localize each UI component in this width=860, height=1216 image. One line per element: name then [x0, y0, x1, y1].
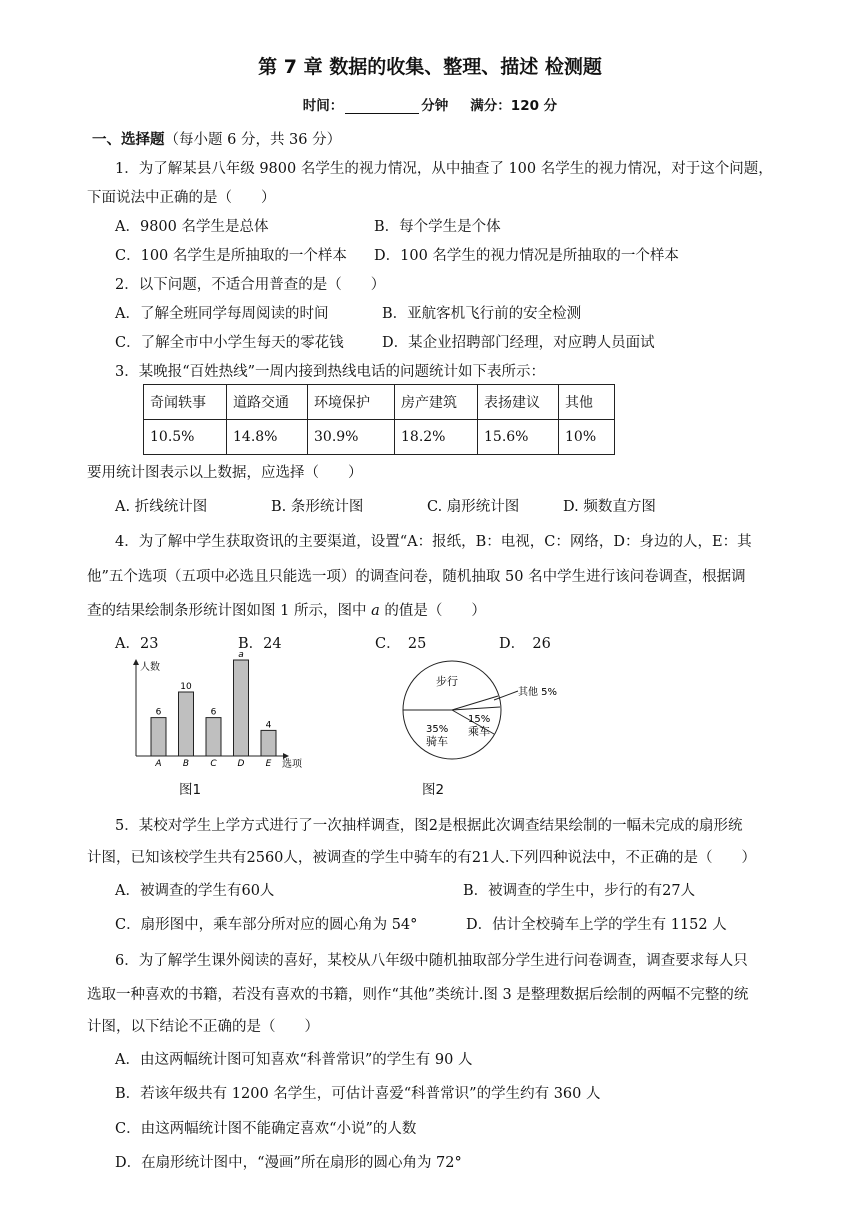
q6-option-d: D．在扇形统计图中，“漫画”所在扇形的圆心角为 72° — [115, 1155, 462, 1171]
x-tick-label: D — [237, 759, 245, 769]
table-cell: 30.9% — [308, 420, 395, 455]
q3-option-b: B. 条形统计图 — [271, 499, 364, 515]
q3-option-a: A. 折线统计图 — [115, 499, 208, 515]
pie-label-bus: 乘车 — [468, 725, 490, 738]
x-axis-label: 选项 — [282, 759, 302, 770]
bar-c — [206, 718, 221, 756]
q6-line1: 6．为了解学生课外阅读的喜好，某校从八年级中随机抽取部分学生进行问卷调查，调查要求每人只 — [115, 953, 748, 969]
table-header-cell: 其他 — [559, 385, 615, 420]
q1-option-b: B．每个学生是个体 — [374, 219, 501, 235]
bar-d — [234, 660, 249, 756]
q6-option-a: A．由这两幅统计图可知喜欢“科普常识”的学生有 90 人 — [115, 1052, 473, 1068]
table-header-row — [144, 385, 615, 420]
time-unit: 分钟 — [421, 98, 449, 114]
table-header-cell: 环境保护 — [308, 385, 395, 420]
table-cell: 15.6% — [478, 420, 559, 455]
pie-label-bike-pct: 35% — [426, 724, 449, 735]
section-note: （每小题 6 分，共 36 分） — [164, 132, 342, 148]
x-tick-label: A — [155, 759, 162, 769]
bar-b — [179, 692, 194, 756]
q4-line3-post: 的值是（ ） — [379, 603, 486, 619]
bar-group — [151, 650, 276, 769]
q4-variable: a — [371, 603, 380, 619]
q4-line3-pre: 查的结果绘制条形统计图如图 1 所示，图中 — [87, 603, 372, 619]
q2-option-a: A．了解全班同学每周阅读的时间 — [115, 306, 329, 322]
x-tick-label: C — [210, 759, 217, 769]
section-heading — [92, 128, 341, 149]
q6-option-b: B．若该年级共有 1200 名学生，可估计喜爱“科普常识”的学生约有 360 人 — [115, 1086, 601, 1102]
q4-option-b: B．24 — [238, 636, 282, 652]
bar-value-label: 10 — [180, 682, 192, 692]
q5-line1: 5．某校对学生上学方式进行了一次抽样调查，图2是根据此次调查结果绘制的一幅未完成的扇形统 — [115, 818, 743, 834]
pie-label-walk: 步行 — [436, 675, 458, 688]
q5-option-b: B．被调查的学生中，步行的有27人 — [463, 883, 696, 899]
table-cell: 10.5% — [144, 420, 227, 455]
q5-option-c: C．扇形图中，乘车部分所对应的圆心角为 54° — [115, 917, 418, 933]
x-tick-label: E — [265, 759, 272, 769]
q6-line2: 选取一种喜欢的书籍，若没有喜欢的书籍，则作“其他”类统计.图 3 是整理数据后绘制的两幅不完整的统 — [87, 987, 749, 1003]
q1-option-a: A．9800 名学生是总体 — [115, 219, 269, 235]
table-header-cell: 道路交通 — [227, 385, 308, 420]
x-tick-label: B — [182, 759, 190, 769]
figure1-bar-chart — [118, 650, 318, 770]
q4-line3 — [87, 599, 486, 620]
q1-option-c: C．100 名学生是所抽取的一个样本 — [115, 248, 347, 264]
q4-option-d: D． 26 — [499, 636, 551, 652]
q3-after: 要用统计图表示以上数据，应选择（ ） — [87, 465, 363, 481]
q6-option-c: C．由这两幅统计图不能确定喜欢“小说”的人数 — [115, 1121, 417, 1137]
q4-option-c: C． 25 — [375, 636, 427, 652]
bar-e — [261, 730, 276, 756]
table-header-cell: 奇闻轶事 — [144, 385, 227, 420]
q5-option-d: D．估计全校骑车上学的学生有 1152 人 — [466, 917, 727, 933]
y-axis-label: 人数 — [140, 662, 160, 673]
section-title: 一、选择题 — [92, 132, 165, 148]
bar-value-label: 6 — [155, 707, 162, 718]
bar-value-label: 4 — [265, 720, 272, 731]
table-cell: 18.2% — [395, 420, 478, 455]
pie-label-bike: 骑车 — [426, 735, 448, 748]
figure1-caption: 图1 — [179, 782, 202, 798]
pie-label-other: 其他 5% — [518, 687, 558, 698]
pie-label-bus-pct: 15% — [468, 714, 491, 725]
table-header-cell: 房产建筑 — [395, 385, 478, 420]
table-value-row — [144, 420, 615, 455]
q1-line1: 1．为了解某县八年级 9800 名学生的视力情况，从中抽查了 100 名学生的视力情况，对于这个问题， — [115, 161, 773, 177]
q2-option-c: C．了解全市中小学生每天的零花钱 — [115, 335, 344, 351]
q6-line3: 计图，以下结论不正确的是（ ） — [87, 1019, 319, 1035]
q4-line2: 他”五个选项（五项中必选且只能选一项）的调查问卷，随机抽取 50 名中学生进行该问卷调查，根据调 — [87, 569, 746, 585]
figure2-caption: 图2 — [422, 782, 445, 798]
page-title: 第 7 章 数据的收集、整理、描述 检测题 — [258, 56, 602, 78]
q3-stem: 3．某晚报“百姓热线”一周内接到热线电话的问题统计如下表所示： — [115, 364, 546, 380]
q4-line1: 4．为了解中学生获取资讯的主要渠道，设置“A：报纸，B：电视，C：网络，D：身边的人，E：其 — [115, 534, 752, 550]
exam-info — [0, 94, 860, 114]
time-blank — [345, 99, 419, 114]
bar-value-label: 6 — [210, 707, 217, 718]
bar-a — [151, 718, 166, 756]
table-cell: 14.8% — [227, 420, 308, 455]
time-label: 时间： — [302, 98, 344, 114]
q4-option-a: A．23 — [115, 636, 159, 652]
hotline-table — [143, 384, 615, 455]
q3-option-c: C. 扇形统计图 — [427, 499, 520, 515]
q5-line2: 计图，已知该校学生共有2560人，被调查的学生中骑车的有21人.下列四种说法中，不正确的是（ ） — [87, 850, 756, 866]
figure2-pie-chart — [390, 656, 590, 768]
q1-line2: 下面说法中正确的是（ ） — [87, 190, 276, 206]
score-label: 满分：120 分 — [470, 98, 558, 114]
table-cell: 10% — [559, 420, 615, 455]
q1-option-d: D．100 名学生的视力情况是所抽取的一个样本 — [374, 248, 679, 264]
table-header-cell: 表扬建议 — [478, 385, 559, 420]
bar-value-label: a — [238, 650, 244, 660]
q2-option-d: D．某企业招聘部门经理，对应聘人员面试 — [382, 335, 655, 351]
q5-option-a: A．被调查的学生有60人 — [115, 883, 275, 899]
q2-stem: 2．以下问题，不适合用普查的是（ ） — [115, 277, 386, 293]
q3-option-d: D. 频数直方图 — [563, 499, 656, 515]
q2-option-b: B．亚航客机飞行前的安全检测 — [382, 306, 582, 322]
